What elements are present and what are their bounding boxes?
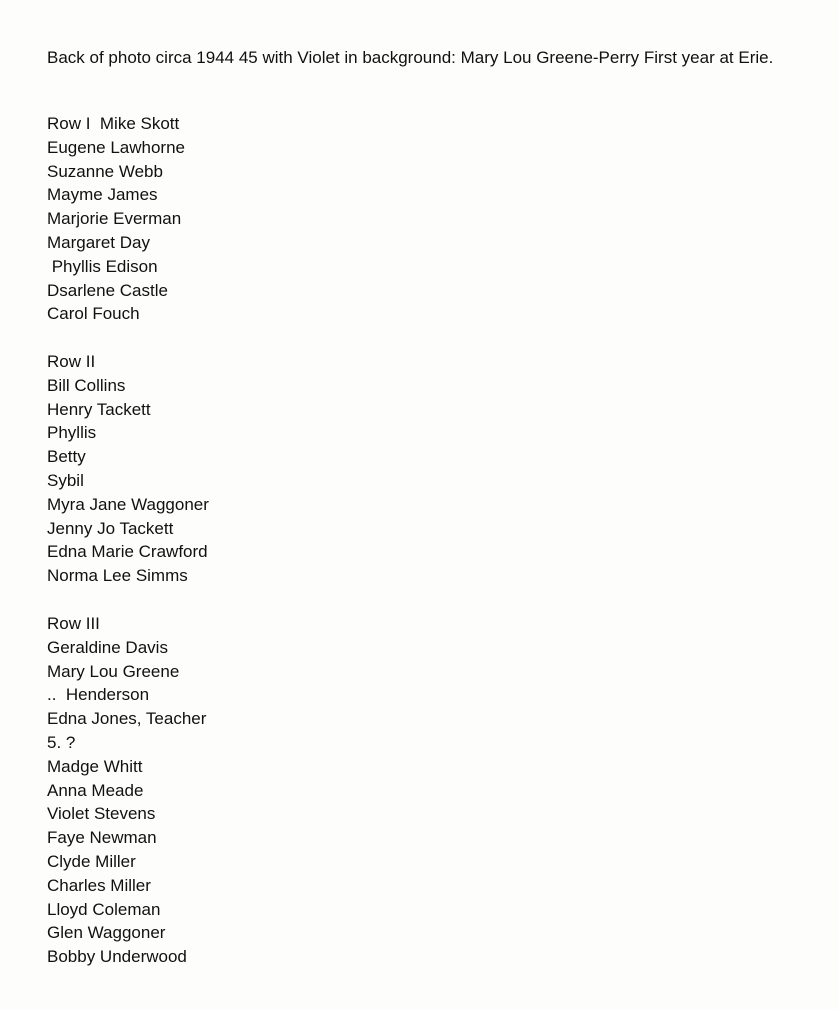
list-item: Margaret Day (47, 232, 150, 252)
list-item: Violet Stevens (47, 804, 156, 824)
list-item: Marjorie Everman (47, 209, 182, 229)
list-item: Anna Meade (47, 780, 144, 800)
list-item: Bobby Underwood (47, 947, 187, 967)
list-item: Faye Newman (47, 828, 157, 848)
list-item: Row III (47, 614, 100, 633)
list-item: Row II (47, 352, 96, 371)
list-item: Henry Tackett (47, 399, 151, 419)
list-item: Mary Lou Greene (47, 661, 180, 681)
list-item: Edna Jones, Teacher (47, 709, 207, 729)
intro-text: Back of photo circa 1944 45 with Violet in background: Mary Lou Greene-Perry First year at Erie. (47, 48, 774, 67)
list-item: .. Henderson (47, 685, 150, 705)
list-item: Lloyd Coleman (47, 899, 161, 919)
list-item: Geraldine Davis (47, 637, 168, 657)
row-2-list (47, 350, 209, 588)
list-item: Clyde Miller (47, 851, 136, 871)
list-item: Eugene Lawhorne (47, 137, 186, 157)
row-3-list (47, 612, 206, 969)
list-item: Carol Fouch (47, 304, 140, 324)
list-item: Bill Collins (47, 375, 126, 395)
list-item: Suzanne Webb (47, 161, 163, 181)
list-item: Phyllis Edison (47, 256, 158, 276)
list-item: Phyllis (47, 423, 97, 443)
list-item: Myra Jane Waggoner (47, 494, 209, 514)
list-item: Jenny Jo Tackett (47, 518, 174, 538)
list-item: Charles Miller (47, 875, 151, 895)
list-item: 5. ? (47, 732, 76, 752)
list-item: Mayme James (47, 185, 158, 205)
list-item: Sybil (47, 470, 84, 490)
list-item: Glen Waggoner (47, 923, 166, 943)
list-item: Madge Whitt (47, 756, 143, 776)
list-item: Dsarlene Castle (47, 280, 168, 300)
list-item: Betty (47, 447, 86, 467)
list-item: Edna Marie Crawford (47, 542, 208, 562)
list-item: Norma Lee Simms (47, 566, 188, 586)
row-1-list (47, 112, 185, 326)
list-item: Row I Mike Skott (47, 114, 180, 133)
